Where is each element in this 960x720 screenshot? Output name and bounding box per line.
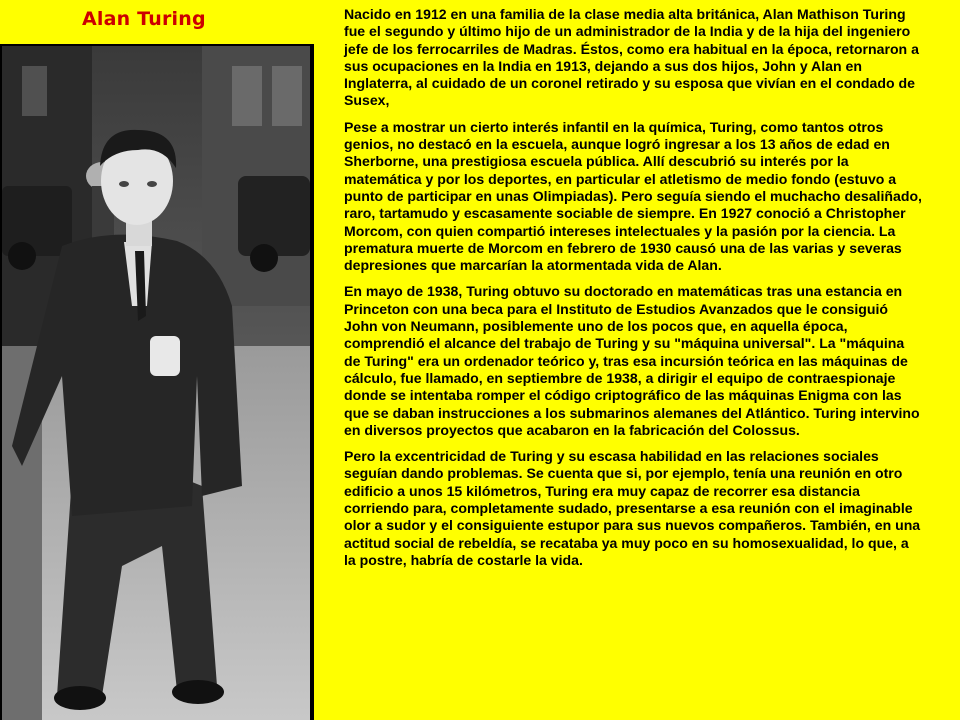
paragraph-early-life: Nacido en 1912 en una familia de la clase media alta británica, Alan Mathison Turing fue el segundo y último hijo de un administrador de la India y de la hija del ingeniero jefe de los ferrocarriles de Madras. Éstos, como era habitual en la época, retornaron a sus ocupaciones en la India en 1913, dejando a sus dos hijos, John y Alan en Inglaterra, al cuidado de un coronel retirado y su esposa que vivían en el condado de Susex, xyxy=(344,6,919,109)
paragraph-school: Pese a mostrar un cierto interés infantil en la química, Turing, como tantos otros genios, no destacó en la escuela, aunque logró ingresar a los 13 años de edad en Sherborne, una prestigiosa escuela pública. Allí descubrió su interés por la matemática y por los deportes, en particular el atletismo de medio fondo (estuvo a punto de participar en unas Olimpiadas). Pero seguía siendo el muchacho desaliñado, raro, tartamudo y escasamente sociable de siempre. En 1927 conoció a Christopher Morcom, con quien compartió intereses intelectuales y la pasión por la ciencia. La prematura muerte de Morcom en febrero de 1930 causó una de las varias y severas depresiones que marcarían la atormentada vida de Alan. xyxy=(344,118,922,274)
biography-text xyxy=(344,6,924,578)
portrait-photo-frame xyxy=(0,44,314,720)
paragraph-doctorate: En mayo de 1938, Turing obtuvo su doctorado en matemáticas tras una estancia en Princeton con una beca para el Instituto de Estudios Avanzados que le consiguió John von Neumann, posiblemente uno de los pocos que, en aquella época, comprendió el alcance del trabajo de Turing y su "máquina universal". La "máquina de Turing" era un ordenador teórico y, tras esa incursión teórica en las máquinas de cálculo, fue llamado, en septiembre de 1938, a dirigir el equipo de contraespionaje donde se intentaba romper el código criptográfico de las máquinas Enigma con las que se daban instrucciones a los submarinos alemanes del Atlántico. Turing intervino en diversos proyectos que acabaron en la fabricación del Colossus. xyxy=(344,283,920,438)
page-title: Alan Turing xyxy=(82,8,206,30)
portrait-photo-icon xyxy=(2,46,310,720)
paragraph-eccentricity: Pero la excentricidad de Turing y su escasa habilidad en las relaciones sociales seguían dando problemas. Se cuenta que si, por ejemplo, tenía una reunión en otro edificio a unos 15 kilómetros, Turing era muy capaz de recorrer esa distancia corriendo para, completamente sudado, presentarse a esa reunión con el imaginable olor a sudor y el consiguiente estupor para sus nuevos compañeros. También, en una actitud social de rebeldía, se recataba ya muy poco en su homosexualidad, lo que, a la postre, habría de costarle la vida. xyxy=(344,448,921,568)
